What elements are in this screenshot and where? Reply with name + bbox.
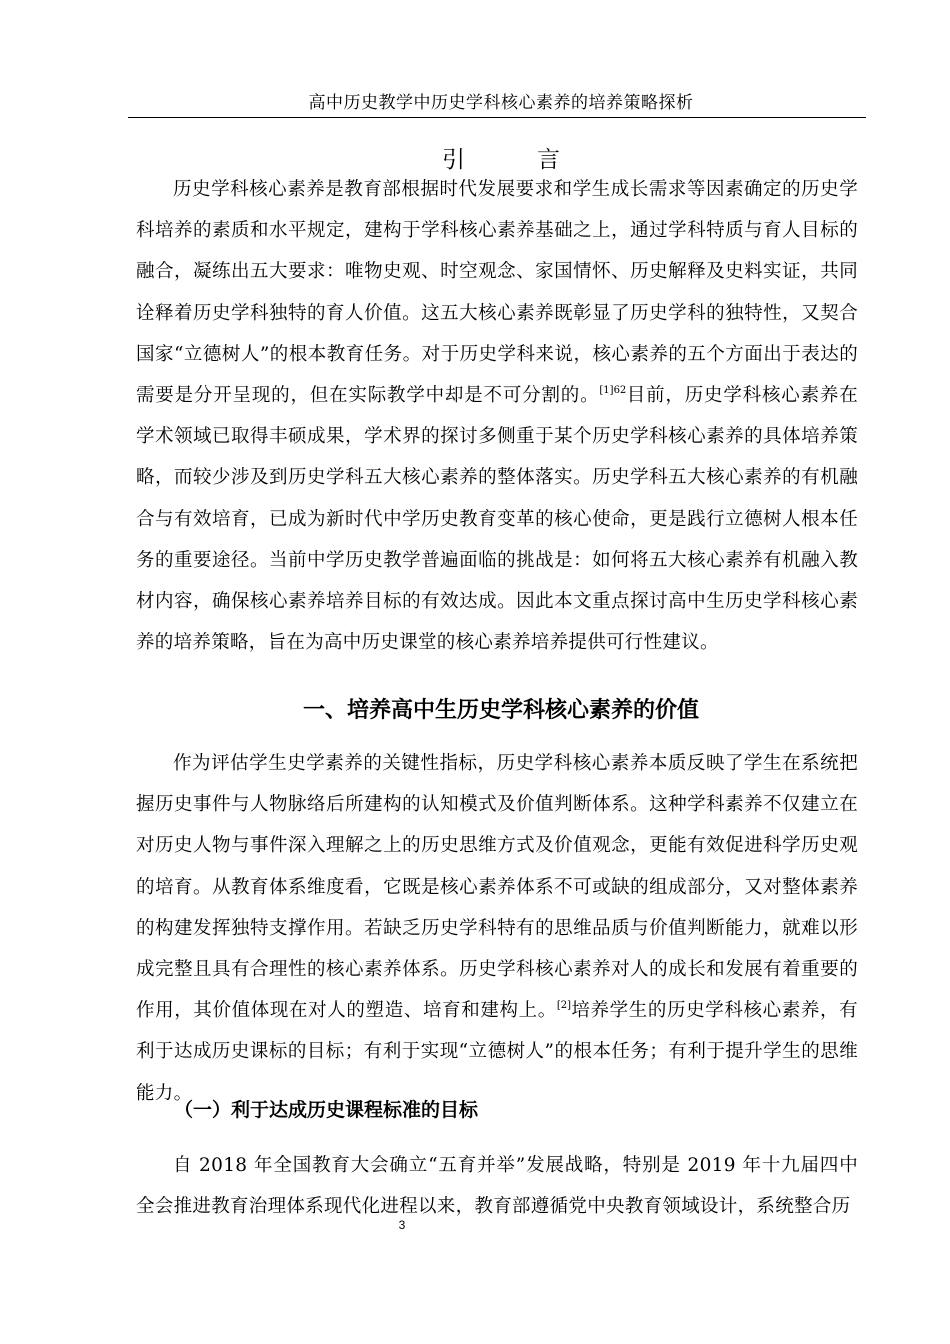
citation-ref: [2] (556, 1000, 572, 1012)
section-text-part-2: 培养学生的历史学科核心素养，有利于达成历史课标的目标；有利于实现“立德树人”的根本任务；有利于提升学生的思维能力。 (136, 1000, 858, 1104)
subsection-paragraph: 自 2018 年全国教育大会确立“五育并举”发展战略，特别是 2019 年十九届四中全会推进教育治理体系现代化进程以来，教育部遵循党中央教育领域设计，系统整合历 (136, 1155, 858, 1218)
intro-title-char-1: 引 (442, 147, 465, 173)
intro-title-char-2: 言 (537, 147, 560, 173)
section-text-part-1: 作为评估学生史学素养的关键性指标，历史学科核心素养本质反映了学生在系统把握历史事件与人物脉络后所建构的认知模式及价值判断体系。这种学科素养不仅建立在对历史人物与事件深入理解之上的历史思维方式及价值观念，更能有效促进科学历史观的培育。从教育体系维度看，它既是核心素养体系不可或缺的组成部分，又对整体素养的构建发挥独特支撑作用。若缺乏历史学科特有的思维品质与价值判断能力，就难以形成完整且具有合理性的核心素养体系。历史学科核心素养对人的成长和发展有着重要的作用，其价值体现在对人的塑造、培育和建构上。 (136, 753, 858, 1022)
section-paragraph (136, 743, 858, 1114)
intro-text-part-2: 目前，历史学科核心素养在学术领域已取得丰硕成果，学术界的探讨多侧重于某个历史学科核心素养的具体培养策略，而较少涉及到历史学科五大核心素养的整体落实。历史学科五大核心素养的有机融合与有效培育，已成为新时代中学历史教育变革的核心使命，更是践行立德树人根本任务的重要途径。当前中学历史教学普遍面临的挑战是：如何将五大核心素养有机融入教材内容，确保核心素养培养目标的有效达成。因此本文重点探讨高中生历史学科核心素养的培养策略，旨在为高中历史课堂的核心素养培养提供可行性建议。 (136, 385, 858, 654)
section-heading: 一、培养高中生历史学科核心素养的价值 (302, 698, 699, 723)
running-header: 高中历史教学中历史学科核心素养的培养策略探析 (308, 93, 694, 113)
subsection-heading: （一）利于达成历史课程标准的目标 (174, 1099, 479, 1121)
citation-ref: [1]62 (599, 385, 627, 397)
header-rule (128, 117, 866, 118)
intro-paragraph (136, 169, 858, 663)
page-number: 3 (398, 1218, 406, 1232)
intro-text-part-1: 历史学科核心素养是教育部根据时代发展要求和学生成长需求等因素确定的历史学科培养的素质和水平规定，建构于学科核心素养基础之上，通过学科特质与育人目标的融合，凝练出五大要求：唯物史观、时空观念、家国情怀、历史解释及史料实证，共同诠释着历史学科独特的育人价值。这五大核心素养既彰显了历史学科的独特性，又契合国家“立德树人”的根本教育任务。对于历史学科来说，核心素养的五个方面出于表达的需要是分开呈现的，但在实际教学中却是不可分割的。 (136, 179, 858, 407)
